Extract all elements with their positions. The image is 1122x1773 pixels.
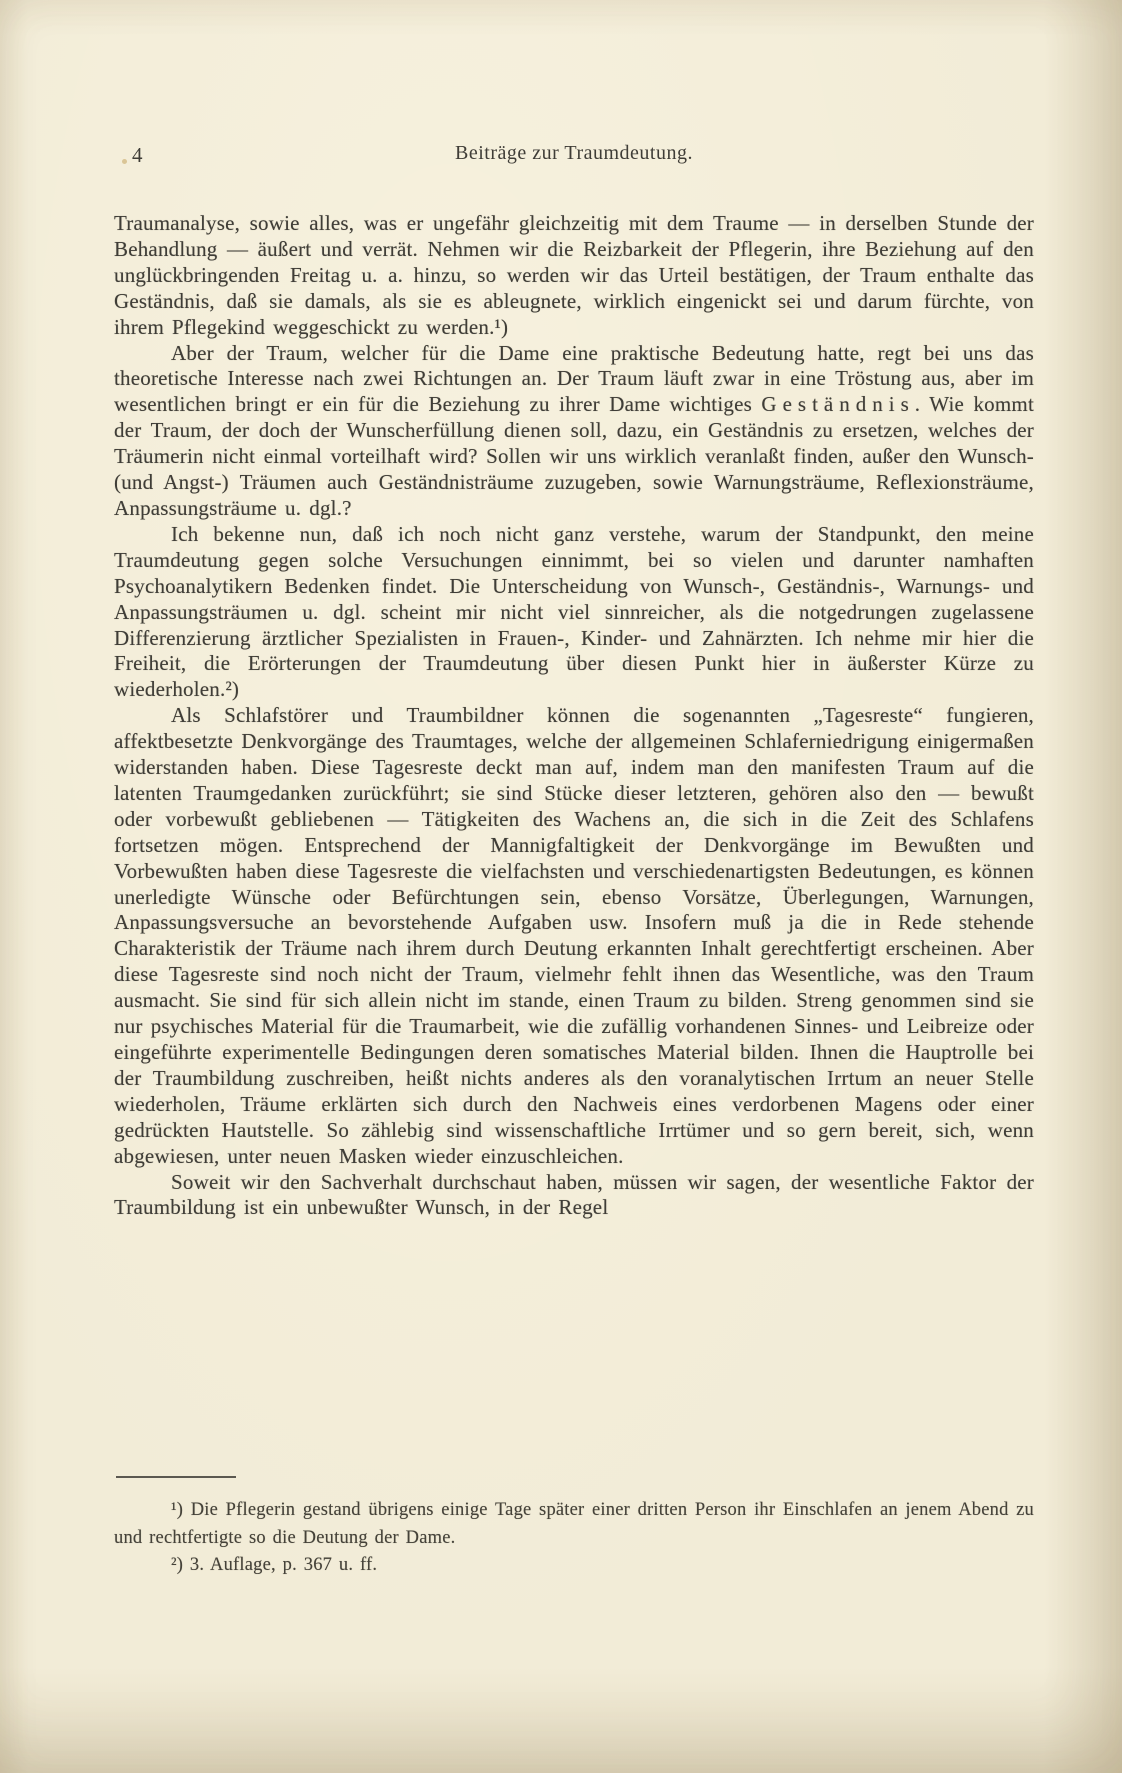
footnote-2: ²) 3. Auflage, p. 367 u. ff. <box>171 1555 378 1575</box>
footnote-rule <box>116 1476 236 1478</box>
page-number: 4 <box>132 143 143 167</box>
paragraph-5: Soweit wir den Sachverhalt durchschaut haben, müssen wir sagen, der wesentliche Faktor der Traumbildung ist ein unbewußter Wunsch, in der Regel <box>114 1169 1034 1220</box>
paragraph-2-text-before: Aber der Traum, welcher für die Dame eine praktische Bedeutung hatte, regt bei uns das theoretische Interesse nach zwei Richtungen an. Der Traum läuft zwar in eine Tröstung aus, aber im wesentlichen bringt er ein für die Beziehung zu ihrer Dame wichtiges <box>114 340 1034 417</box>
letterspaced-emphasis: Geständnis <box>761 392 915 417</box>
paragraph-3: Ich bekenne nun, daß ich noch nicht ganz verstehe, warum der Standpunkt, den meine Traumdeutung gegen solche Versuchungen einnimmt, bei so vielen und darunter namhaften Psychoanalytikern Bedenken findet. Die Unterscheidung von Wunsch-, Geständnis-, Warnungs- und Anpassungsträumen u. dgl. scheint mir nicht viel sinnreicher, als die notgedrungen zugelassene Differenzierung ärztlicher Spezialisten in Frauen-, Kinder- und Zahnärzten. Ich nehme mir hier die Freiheit, die Erörterungen der Traumdeutung über diesen Punkt hier in äußerster Kürze zu wiederholen.²) <box>114 521 1034 702</box>
footnote-section <box>114 1468 1034 1580</box>
paragraph-2 <box>114 341 1034 522</box>
running-title: Beiträge zur Traumdeutung. <box>455 142 693 164</box>
paragraph-2-text-after: . Wie kommt der Traum, der doch der Wunscherfüllung dienen soll, dazu, ein Geständnis zu ersetzen, welches der Träumerin nicht einmal vorteilhaft wird? Sollen wir uns wirklich veranlaßt finden, außer den Wunsch- (und Angst-) Träumen auch Geständnisträume zuzugeben, sowie Warnungsträume, Reflexionsträume, Anpassungsträume u. dgl.? <box>114 392 1034 520</box>
footnote-1: ¹) Die Pflegerin gestand übrigens einige Tage später einer dritten Person ihr Einschlafen an jenem Abend zu und rechtfertigte so die Deutung der Dame. <box>114 1500 1034 1548</box>
body-text <box>114 211 1034 1221</box>
text-column <box>114 142 1034 1221</box>
paragraph-1: Traumanalyse, sowie alles, was er ungefähr gleichzeitig mit dem Traume — in derselben Stunde der Behandlung — äußert und verrät. Nehmen wir die Reizbarkeit der Pflegerin, ihre Beziehung auf den unglückbringenden Freitag u. a. hinzu, so werden wir das Urteil bestätigen, der Traum enthalte das Geständnis, daß sie damals, als sie es ableugnete, wirklich eingenickt sei und darum fürchte, von ihrem Pflegekind weggeschickt zu werden.¹) <box>114 211 1034 339</box>
page-header <box>114 142 1034 170</box>
paragraph-4: Als Schlafstörer und Traumbildner können die sogenannten „Tagesreste“ fungieren, affektbesetzte Denkvorgänge des Traumtages, welche der allgemeinen Schlaferniedrigung einigermaßen widerstanden haben. Diese Tagesreste deckt man auf, indem man den manifesten Traum auf die latenten Traumgedanken zurückführt; sie sind Stücke dieser letzteren, gehören also den — bewußt oder vorbewußt gebliebenen — Tätigkeiten des Wachens an, die sich in die Zeit des Schlafens fortsetzen mögen. Entsprechend der Mannigfaltigkeit der Denkvorgänge im Bewußten und Vorbewußten haben diese Tagesreste die vielfachsten und verschiedenartigsten Bedeutungen, es können unerledigte Wünsche oder Befürchtungen sein, ebenso Vorsätze, Überlegungen, Warnungen, Anpassungsversuche an bevorstehende Aufgaben usw. Insofern muß ja die in Rede stehende Charakteristik der Träume nach ihrem durch Deutung erkannten Inhalt gerechtfertigt erscheinen. Aber diese Tagesreste sind noch nicht der Traum, vielmehr fehlt ihnen das Wesentliche, was den Traum ausmacht. Sie sind für sich allein nicht im stande, einen Traum zu bilden. Streng genommen sind sie nur psychisches Material für die Traumarbeit, wie die zufällig vorhandenen Sinnes- und Leibreize oder eingeführte experimentelle Bedingungen deren somatisches Material bilden. Ihnen die Hauptrolle bei der Traumbildung zuschreiben, heißt nichts anderes als den voranalytischen Irrtum an neuer Stelle wiederholen, Träume erklärten sich durch den Nachweis eines verdorbenen Magens oder einer gedrückten Hautstelle. So zählebig sind wissenschaftliche Irrtümer und so gern bereit, sich, wenn abgewiesen, unter neuen Masken wieder einzuschleichen. <box>114 703 1034 1168</box>
